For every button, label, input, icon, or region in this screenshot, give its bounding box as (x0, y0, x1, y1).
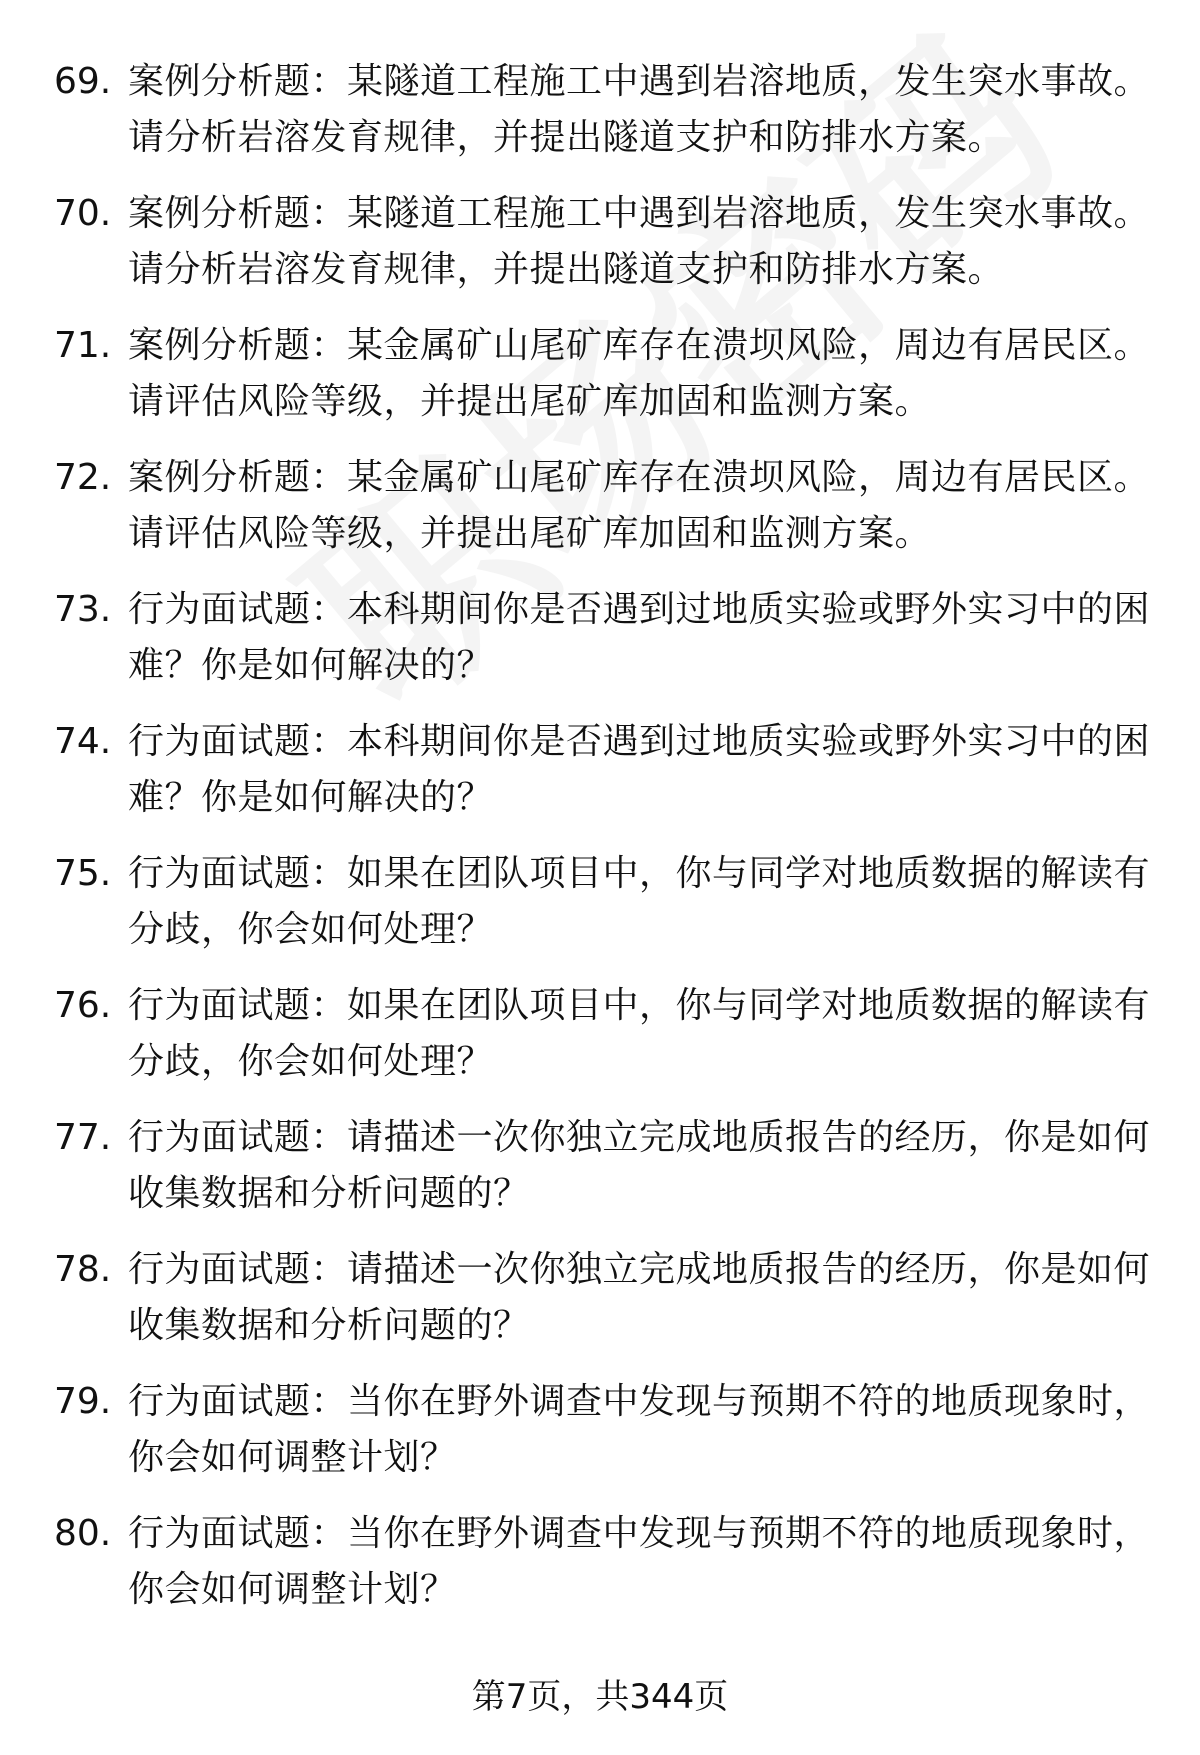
question-number: 74. (54, 721, 112, 762)
question-item (54, 1242, 1154, 1374)
question-text: 行为面试题：请描述一次你独立完成地质报告的经历，你是如何收集数据和分析问题的？ (128, 1249, 1151, 1346)
question-text: 案例分析题：某金属矿山尾矿库存在溃坝风险，周边有居民区。请评估风险等级，并提出尾矿库加固和监测方案。 (128, 457, 1151, 554)
question-list (54, 54, 1154, 1638)
question-text: 案例分析题：某隧道工程施工中遇到岩溶地质，发生突水事故。请分析岩溶发育规律，并提出隧道支护和防排水方案。 (128, 61, 1151, 158)
question-number: 79. (54, 1381, 112, 1422)
question-text: 行为面试题：本科期间你是否遇到过地质实验或野外实习中的困难？你是如何解决的？ (128, 721, 1151, 818)
question-item (54, 582, 1154, 714)
question-item (54, 1110, 1154, 1242)
question-item (54, 978, 1154, 1110)
question-number: 80. (54, 1513, 112, 1554)
page-footer: 第7页，共344页 (471, 1677, 729, 1717)
question-text: 行为面试题：本科期间你是否遇到过地质实验或野外实习中的困难？你是如何解决的？ (128, 589, 1151, 686)
question-text: 案例分析题：某隧道工程施工中遇到岩溶地质，发生突水事故。请分析岩溶发育规律，并提出隧道支护和防排水方案。 (128, 193, 1151, 290)
question-number: 78. (54, 1249, 112, 1290)
question-item (54, 318, 1154, 450)
question-number: 75. (54, 853, 112, 894)
question-text: 行为面试题：当你在野外调查中发现与预期不符的地质现象时，你会如何调整计划？ (128, 1513, 1151, 1610)
question-text: 行为面试题：如果在团队项目中，你与同学对地质数据的解读有分歧，你会如何处理？ (128, 985, 1151, 1082)
question-text: 行为面试题：请描述一次你独立完成地质报告的经历，你是如何收集数据和分析问题的？ (128, 1117, 1151, 1214)
question-item (54, 1506, 1154, 1638)
question-number: 73. (54, 589, 112, 630)
question-item (54, 54, 1154, 186)
question-text: 案例分析题：某金属矿山尾矿库存在溃坝风险，周边有居民区。请评估风险等级，并提出尾矿库加固和监测方案。 (128, 325, 1151, 422)
question-number: 76. (54, 985, 112, 1026)
question-number: 77. (54, 1117, 112, 1158)
question-number: 70. (54, 193, 112, 234)
question-item (54, 846, 1154, 978)
question-item (54, 186, 1154, 318)
question-item (54, 714, 1154, 846)
question-number: 69. (54, 61, 112, 102)
question-number: 72. (54, 457, 112, 498)
question-item (54, 450, 1154, 582)
question-number: 71. (54, 325, 112, 366)
question-text: 行为面试题：如果在团队项目中，你与同学对地质数据的解读有分歧，你会如何处理？ (128, 853, 1151, 950)
question-item (54, 1374, 1154, 1506)
question-text: 行为面试题：当你在野外调查中发现与预期不符的地质现象时，你会如何调整计划？ (128, 1381, 1151, 1478)
